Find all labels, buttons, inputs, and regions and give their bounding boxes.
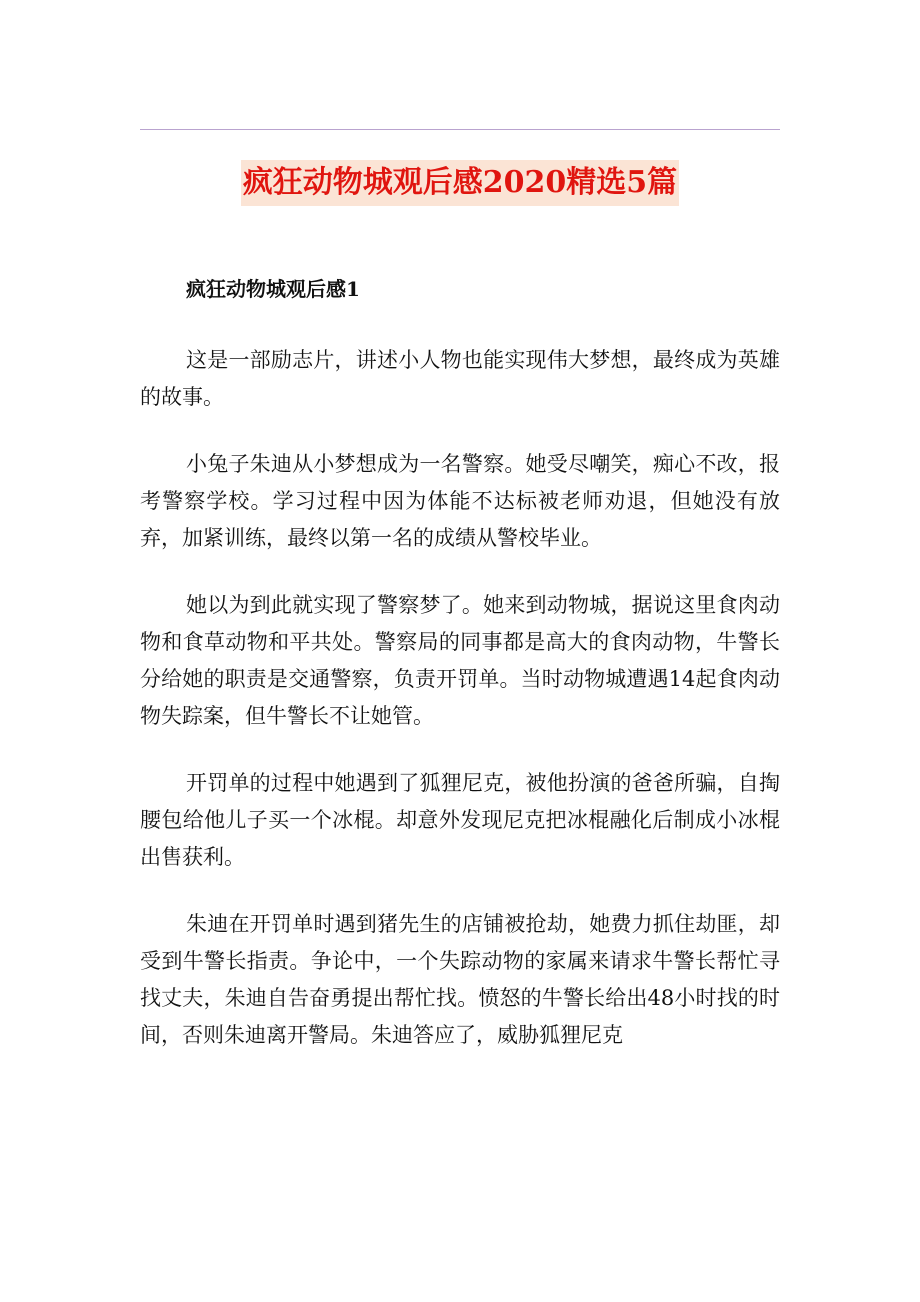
document-body <box>140 267 780 1084</box>
paragraph-4: 开罚单的过程中她遇到了狐狸尼克，被他扮演的爸爸所骗，自掏腰包给他儿子买一个冰棍。却意外发现尼克把冰棍融化后制成小冰棍出售获利。 <box>140 771 780 869</box>
header-rule <box>140 129 780 130</box>
paragraph-1: 这是一部励志片，讲述小人物也能实现伟大梦想，最终成为英雄的故事。 <box>140 348 780 409</box>
title-container <box>0 160 920 206</box>
paragraph-3: 她以为到此就实现了警察梦了。她来到动物城，据说这里食肉动物和食草动物和平共处。警察局的同事都是高大的食肉动物，牛警长分给她的职责是交通警察，负责开罚单。当时动物城遭遇14起食肉动物失踪案，但牛警长不让她管。 <box>140 593 780 728</box>
section-heading: 疯狂动物城观后感1 <box>186 277 360 301</box>
document-title: 疯狂动物城观后感2020精选5篇 <box>241 160 679 206</box>
paragraph-5: 朱迪在开罚单时遇到猪先生的店铺被抢劫，她费力抓住劫匪，却受到牛警长指责。争论中，一个失踪动物的家属来请求牛警长帮忙寻找丈夫，朱迪自告奋勇提出帮忙找。愤怒的牛警长给出48小时找的时间，否则朱迪离开警局。朱迪答应了，威胁狐狸尼克 <box>140 912 780 1047</box>
paragraph-2: 小兔子朱迪从小梦想成为一名警察。她受尽嘲笑，痴心不改，报考警察学校。学习过程中因为体能不达标被老师劝退，但她没有放弃，加紧训练，最终以第一名的成绩从警校毕业。 <box>140 452 780 550</box>
